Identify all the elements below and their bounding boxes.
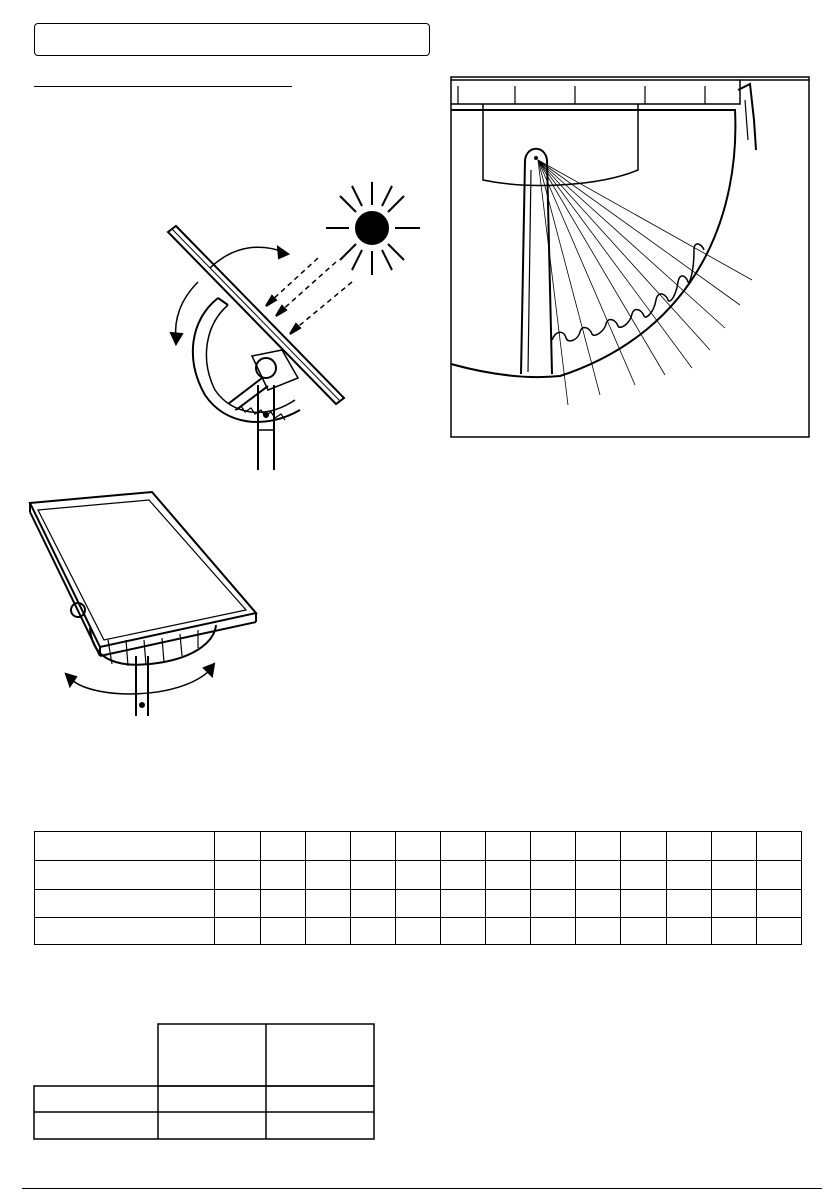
section-title-box: [34, 23, 430, 56]
summary-table: [32, 1022, 378, 1142]
table-row: [35, 832, 802, 861]
swivel-diagram: [28, 488, 268, 718]
tilt-diagram: [160, 170, 440, 470]
table-row: [35, 890, 802, 918]
table-row: [35, 918, 802, 945]
footer-rule: [22, 1188, 822, 1189]
tilt-angle-table: [34, 831, 802, 945]
table-row: [35, 861, 802, 890]
subheading-underline: [34, 86, 292, 87]
angle-detail-diagram: [450, 76, 812, 440]
